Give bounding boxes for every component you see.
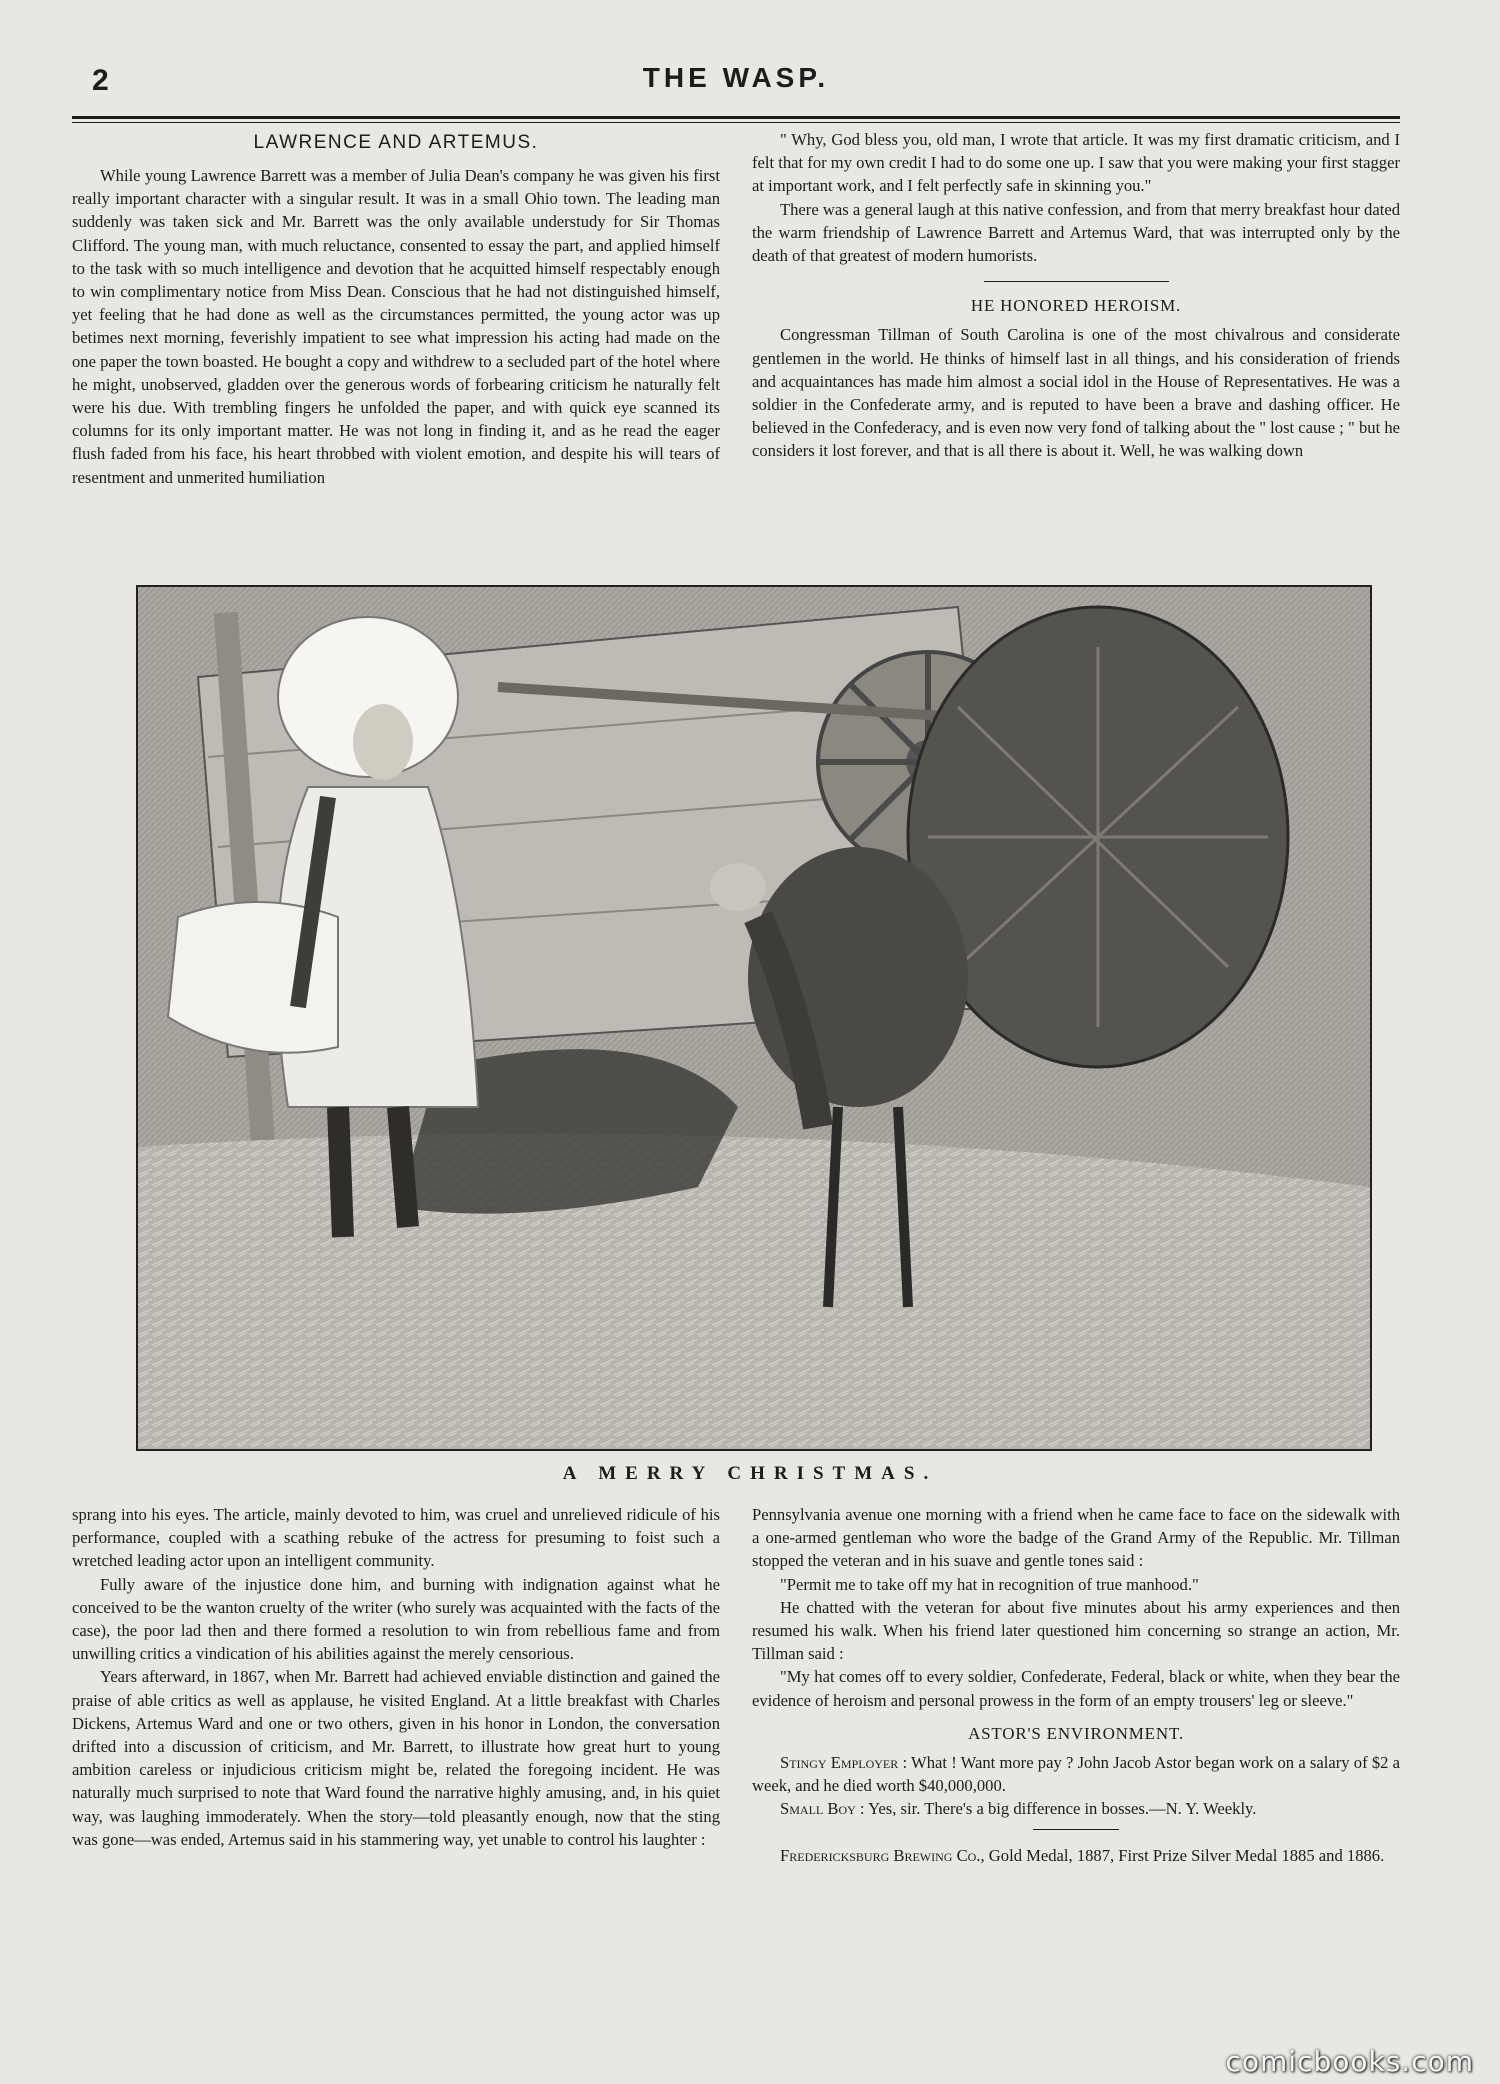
site-watermark: comicbooks.com: [1225, 2045, 1474, 2078]
page-number: 2: [92, 64, 109, 97]
article-paragraph: Pennsylvania avenue one morning with a friend when he came face to face on the sidewalk with a one-armed gentleman who wore the badge of the Grand Army of the Republic. Mr. Tillman stopped the veteran and in his suave and gentle tones said :: [752, 1505, 1400, 1571]
article-paragraph: " Why, God bless you, old man, I wrote that article. It was my first dramatic criticism, and I felt that for my own credit I had to do some one up. I saw that you were making your first stagger at important work, and I felt perfectly safe in skinning you.": [752, 130, 1400, 196]
header-rule: [72, 116, 1400, 119]
column-bottom-left: [72, 1503, 720, 1851]
dialogue-text: What ! Want more pay ? John Jacob Astor began work on a salary of $2 a week, and he died worth $40,000,000.: [752, 1753, 1401, 1796]
article-paragraph: sprang into his eyes. The article, mainly devoted to him, was cruel and unrelieved ridicule of his performance, coupled with a scathing rebuke of the actress for presuming to foist such a wretched leading actor upon an intelligent community.: [72, 1505, 720, 1571]
child-and-turkey-illustration: [138, 587, 1370, 1449]
column-top-left: [72, 128, 720, 489]
page-header: [72, 60, 1400, 120]
article-paragraph: While young Lawrence Barrett was a member of Julia Dean's company he was given his first really important character with a singular result. It was in a small Ohio town. The leading man suddenly was taken sick and Mr. Barrett was the only available understudy for Sir Thomas Clifford. The young man, with much reluctance, consented to essay the part, and applied himself to the task with so much intelligence and devotion that he acquitted himself respectably enough to win complimentary notice from Miss Dean. Conscious that he had not distinguished himself, yet feeling that he had done as well as the circumstances permitted, the young actor was up betimes next morning, feverishly impatient to see what impression his acting had made on the one paper the town boasted. He bought a copy and withdrew to a secluded part of the hotel where he might, unobserved, gladden over the generous words of forbearing criticism he naturally felt were his due. With trembling fingers he unfolded the paper, and with quick eye scanned its columns for its only important matter. He was not long in finding it, and as he read the eager flush faded from his face, his heart throbbed with violent emotion, and despite his will tears of resentment and unmerited humiliation: [72, 166, 720, 487]
article-paragraph: Congressman Tillman of South Carolina is one of the most chivalrous and considerate gentlemen in the world. He thinks of himself last in all things, and his consideration of friends and acquaintances has made him almost a social idol in the House of Representatives. He was a soldier in the Confederate army, and is reputed to have been a brave and dashing officer. He believed in the Confederacy, and is even now very fond of talking about the " lost cause ; " but he considers it lost forever, and that is all there is about it. Well, he was walking down: [752, 325, 1400, 461]
dialogue-text: Yes, sir. There's a big difference in bosses.—N. Y. Weekly.: [868, 1799, 1257, 1819]
advert-name: Fredericksburg Brewing Co.,: [780, 1845, 985, 1865]
article-paragraph: Fully aware of the injustice done him, and burning with indignation against what he conceived to be the wanton cruelty of the writer (who surely was acquainted with the facts of the case), the poor lad then and there formed a resolution to win from rebellious fame and from unwilling critics a vindication of his abilities against the merely censorious.: [72, 1574, 720, 1664]
engraving-illustration: [136, 585, 1372, 1451]
header-rule-thin: [72, 122, 1400, 123]
column-bottom-right: [752, 1503, 1400, 1867]
speaker-label: Small Boy :: [780, 1799, 865, 1819]
article-paragraph: He chatted with the veteran for about five minutes about his army experiences and then resumed his walk. When his friend later questioned him concerning so strange an action, Mr. Tillman said :: [752, 1597, 1400, 1664]
advertisement: [752, 1844, 1400, 1867]
dialogue-line: [752, 1751, 1400, 1797]
speaker-label: Stingy Employer :: [780, 1753, 908, 1773]
masthead-title: THE WASP.: [642, 62, 830, 93]
article-heading-astor: ASTOR'S ENVIRONMENT.: [968, 1723, 1184, 1743]
section-divider: [984, 281, 1169, 282]
column-top-right: [752, 128, 1400, 463]
article-heading-lawrence: LAWRENCE AND ARTEMUS.: [253, 132, 539, 153]
article-paragraph: "Permit me to take off my hat in recognition of true manhood.": [780, 1574, 1199, 1594]
section-divider: [1033, 1829, 1119, 1830]
advert-text: Gold Medal, 1887, First Prize Silver Medal 1885 and 1886.: [988, 1845, 1385, 1865]
article-paragraph: "My hat comes off to every soldier, Confederate, Federal, black or white, when they bear the evidence of heroism and personal prowess in the form of an empty trousers' leg or sleeve.": [752, 1667, 1400, 1710]
illustration-caption: A MERRY CHRISTMAS.: [562, 1463, 938, 1484]
dialogue-line: [752, 1797, 1400, 1820]
article-paragraph: There was a general laugh at this native confession, and from that merry breakfast hour dated the warm friendship of Lawrence Barrett and Artemus Ward, that was interrupted only by the death of that greatest of modern humorists.: [752, 199, 1400, 266]
article-heading-heroism: HE HONORED HEROISM.: [970, 296, 1182, 316]
article-paragraph: Years afterward, in 1867, when Mr. Barrett had achieved enviable distinction and gained the praise of able critics as well as applause, he visited England. At a little breakfast with Charles Dickens, Artemus Ward and one or two others, given in his honor in London, the conversation drifted into a discussion of criticism, and Mr. Barrett, to illustrate how great hurt to young ambition careless or injudicious criticism might be, related the foregoing incident. He was naturally much surprised to note that Ward found the narrative highly amusing, and, in his quiet way, was laughing immoderately. When the story—told pleasantly enough, now that the sting was gone—was ended, Artemus said in his stammering way, yet unable to control his laughter :: [72, 1667, 720, 1849]
